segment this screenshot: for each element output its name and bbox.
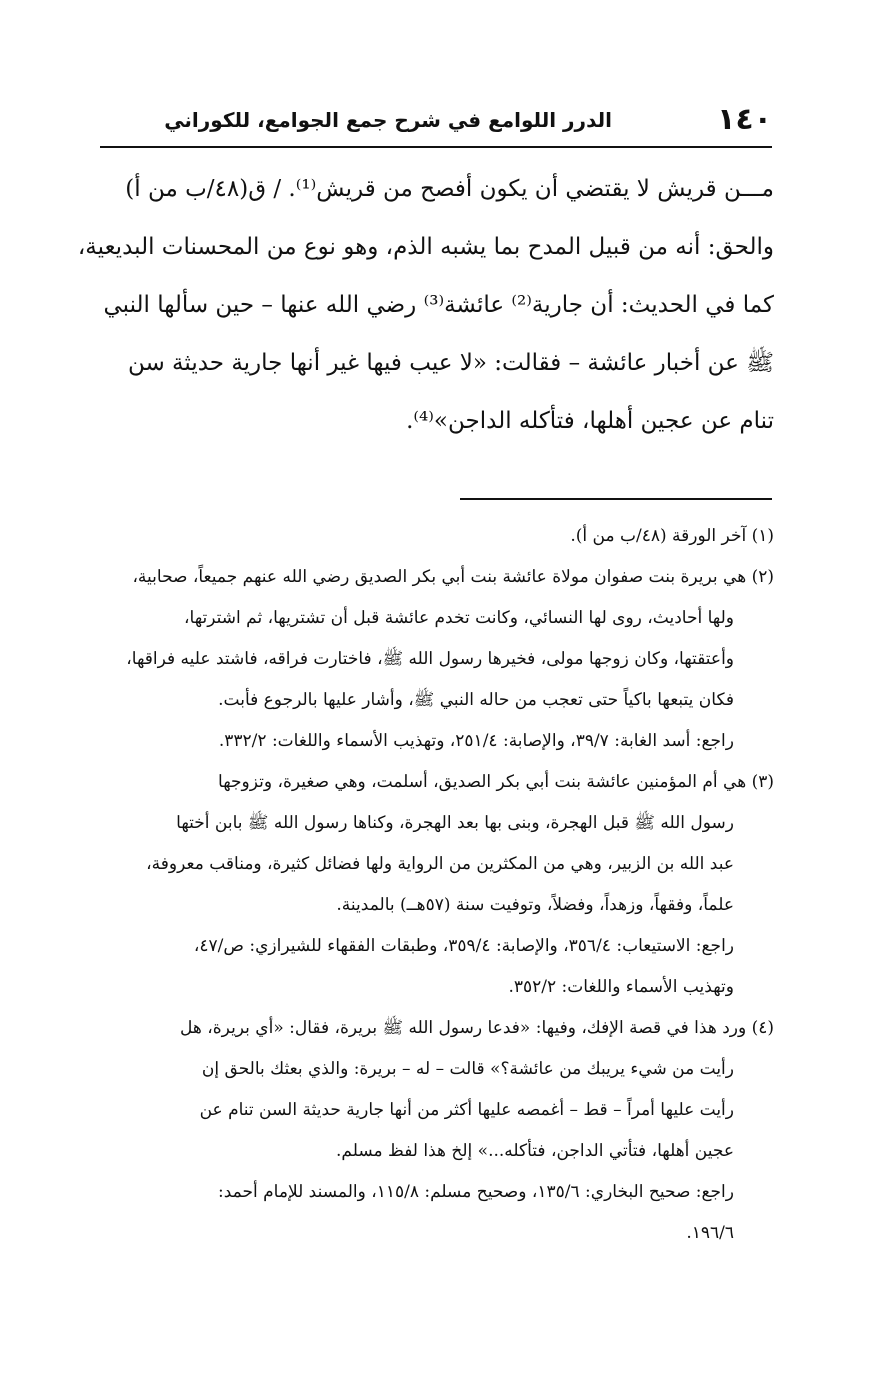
footnote-line: راجع: الاستيعاب: ٣٥٦/٤، والإصابة: ٣٥٩/٤، وطبقات الفقهاء للشيرازي: ص/٤٧، — [193, 936, 734, 956]
footnote-line: رسول الله ﷺ قبل الهجرة، وبنى بها بعد الهجرة، وكناها رسول الله ﷺ بابن أختها — [176, 813, 734, 833]
footnote-line: (٤) ورد هذا في قصة الإفك، وفيها: «فدعا رسول الله ﷺ بريرة، فقال: «أي بريرة، هل — [180, 1018, 774, 1038]
footnote-line: ١٩٦/٦. — [686, 1223, 734, 1243]
header-divider — [100, 146, 772, 148]
footnote-line: (٢) هي بريرة بنت صفوان مولاة عائشة بنت أبي بكر الصديق رضي الله عنهم جميعاً، صحابية، — [132, 567, 774, 587]
footnotes — [58, 516, 774, 1254]
footnote-line: ولها أحاديث، روى لها النسائي، وكانت تخدم عائشة قبل أن تشتريها، ثم اشترتها، — [184, 608, 734, 628]
footnote-line: راجع: صحيح البخاري: ١٣٥/٦، وصحيح مسلم: ١١٥/٨، والمسند للإمام أحمد: — [218, 1182, 734, 1202]
main-text-line: مـــن قريش لا يقتضي أن يكون أفصح من قريش⁽¹⁾. / ق(٤٨/ب من أ) — [125, 176, 774, 202]
main-text-line: كما في الحديث: أن جارية⁽²⁾ عائشة⁽³⁾ رضي الله عنها – حين سألها النبي — [103, 292, 774, 318]
footnote-line: وتهذيب الأسماء واللغات: ٣٥٢/٢. — [508, 977, 734, 997]
main-text-line: ﷺ عن أخبار عائشة – فقالت: «لا عيب فيها غير أنها جارية حديثة سن — [127, 350, 774, 376]
main-text — [60, 160, 774, 450]
footnote-line: عجين أهلها، فتأتي الداجن، فتأكله...» إلخ هذا لفظ مسلم. — [336, 1141, 734, 1161]
footnote-line: (١) آخر الورقة (٤٨/ب من أ). — [570, 526, 774, 546]
footnote-line: عبد الله بن الزبير، وهي من المكثرين من الرواية ولها فضائل كثيرة، ومناقب معروفة، — [146, 854, 734, 874]
page-number: ١٤٠ — [717, 102, 772, 137]
running-title: الدرر اللوامع في شرح جمع الجوامع، للكوراني — [164, 108, 612, 132]
footnote-line: (٣) هي أم المؤمنين عائشة بنت أبي بكر الصديق، أسلمت، وهي صغيرة، وتزوجها — [218, 772, 774, 792]
footnote-divider — [460, 498, 772, 500]
main-text-line: تنام عن عجين أهلها، فتأكله الداجن»⁽⁴⁾. — [406, 408, 774, 434]
footnote-line: علماً، وفقهاً، وزهداً، وفضلاً، وتوفيت سنة (٥٧هــ) بالمدينة. — [336, 895, 734, 915]
page-header — [100, 100, 772, 146]
footnote-line: فكان يتبعها باكياً حتى تعجب من حاله النبي ﷺ، وأشار عليها بالرجوع فأبت. — [218, 690, 734, 710]
footnote-line: راجع: أسد الغابة: ٣٩/٧، والإصابة: ٢٥١/٤، وتهذيب الأسماء واللغات: ٣٣٢/٢. — [218, 731, 734, 751]
footnote-line: وأعتقتها، وكان زوجها مولى، فخيرها رسول الله ﷺ، فاختارت فراقه، فاشتد عليه فراقها، — [126, 649, 734, 669]
main-text-line: والحق: أنه من قبيل المدح بما يشبه الذم، وهو نوع من المحسنات البديعية، — [77, 234, 774, 260]
footnote-line: رأيت عليها أمراً – قط – أغمصه عليها أكثر من أنها جارية حديثة السن تنام عن — [199, 1100, 734, 1120]
footnote-line: رأيت من شيء يريبك من عائشة؟» قالت – له – بريرة: والذي بعثك بالحق إن — [201, 1059, 734, 1079]
